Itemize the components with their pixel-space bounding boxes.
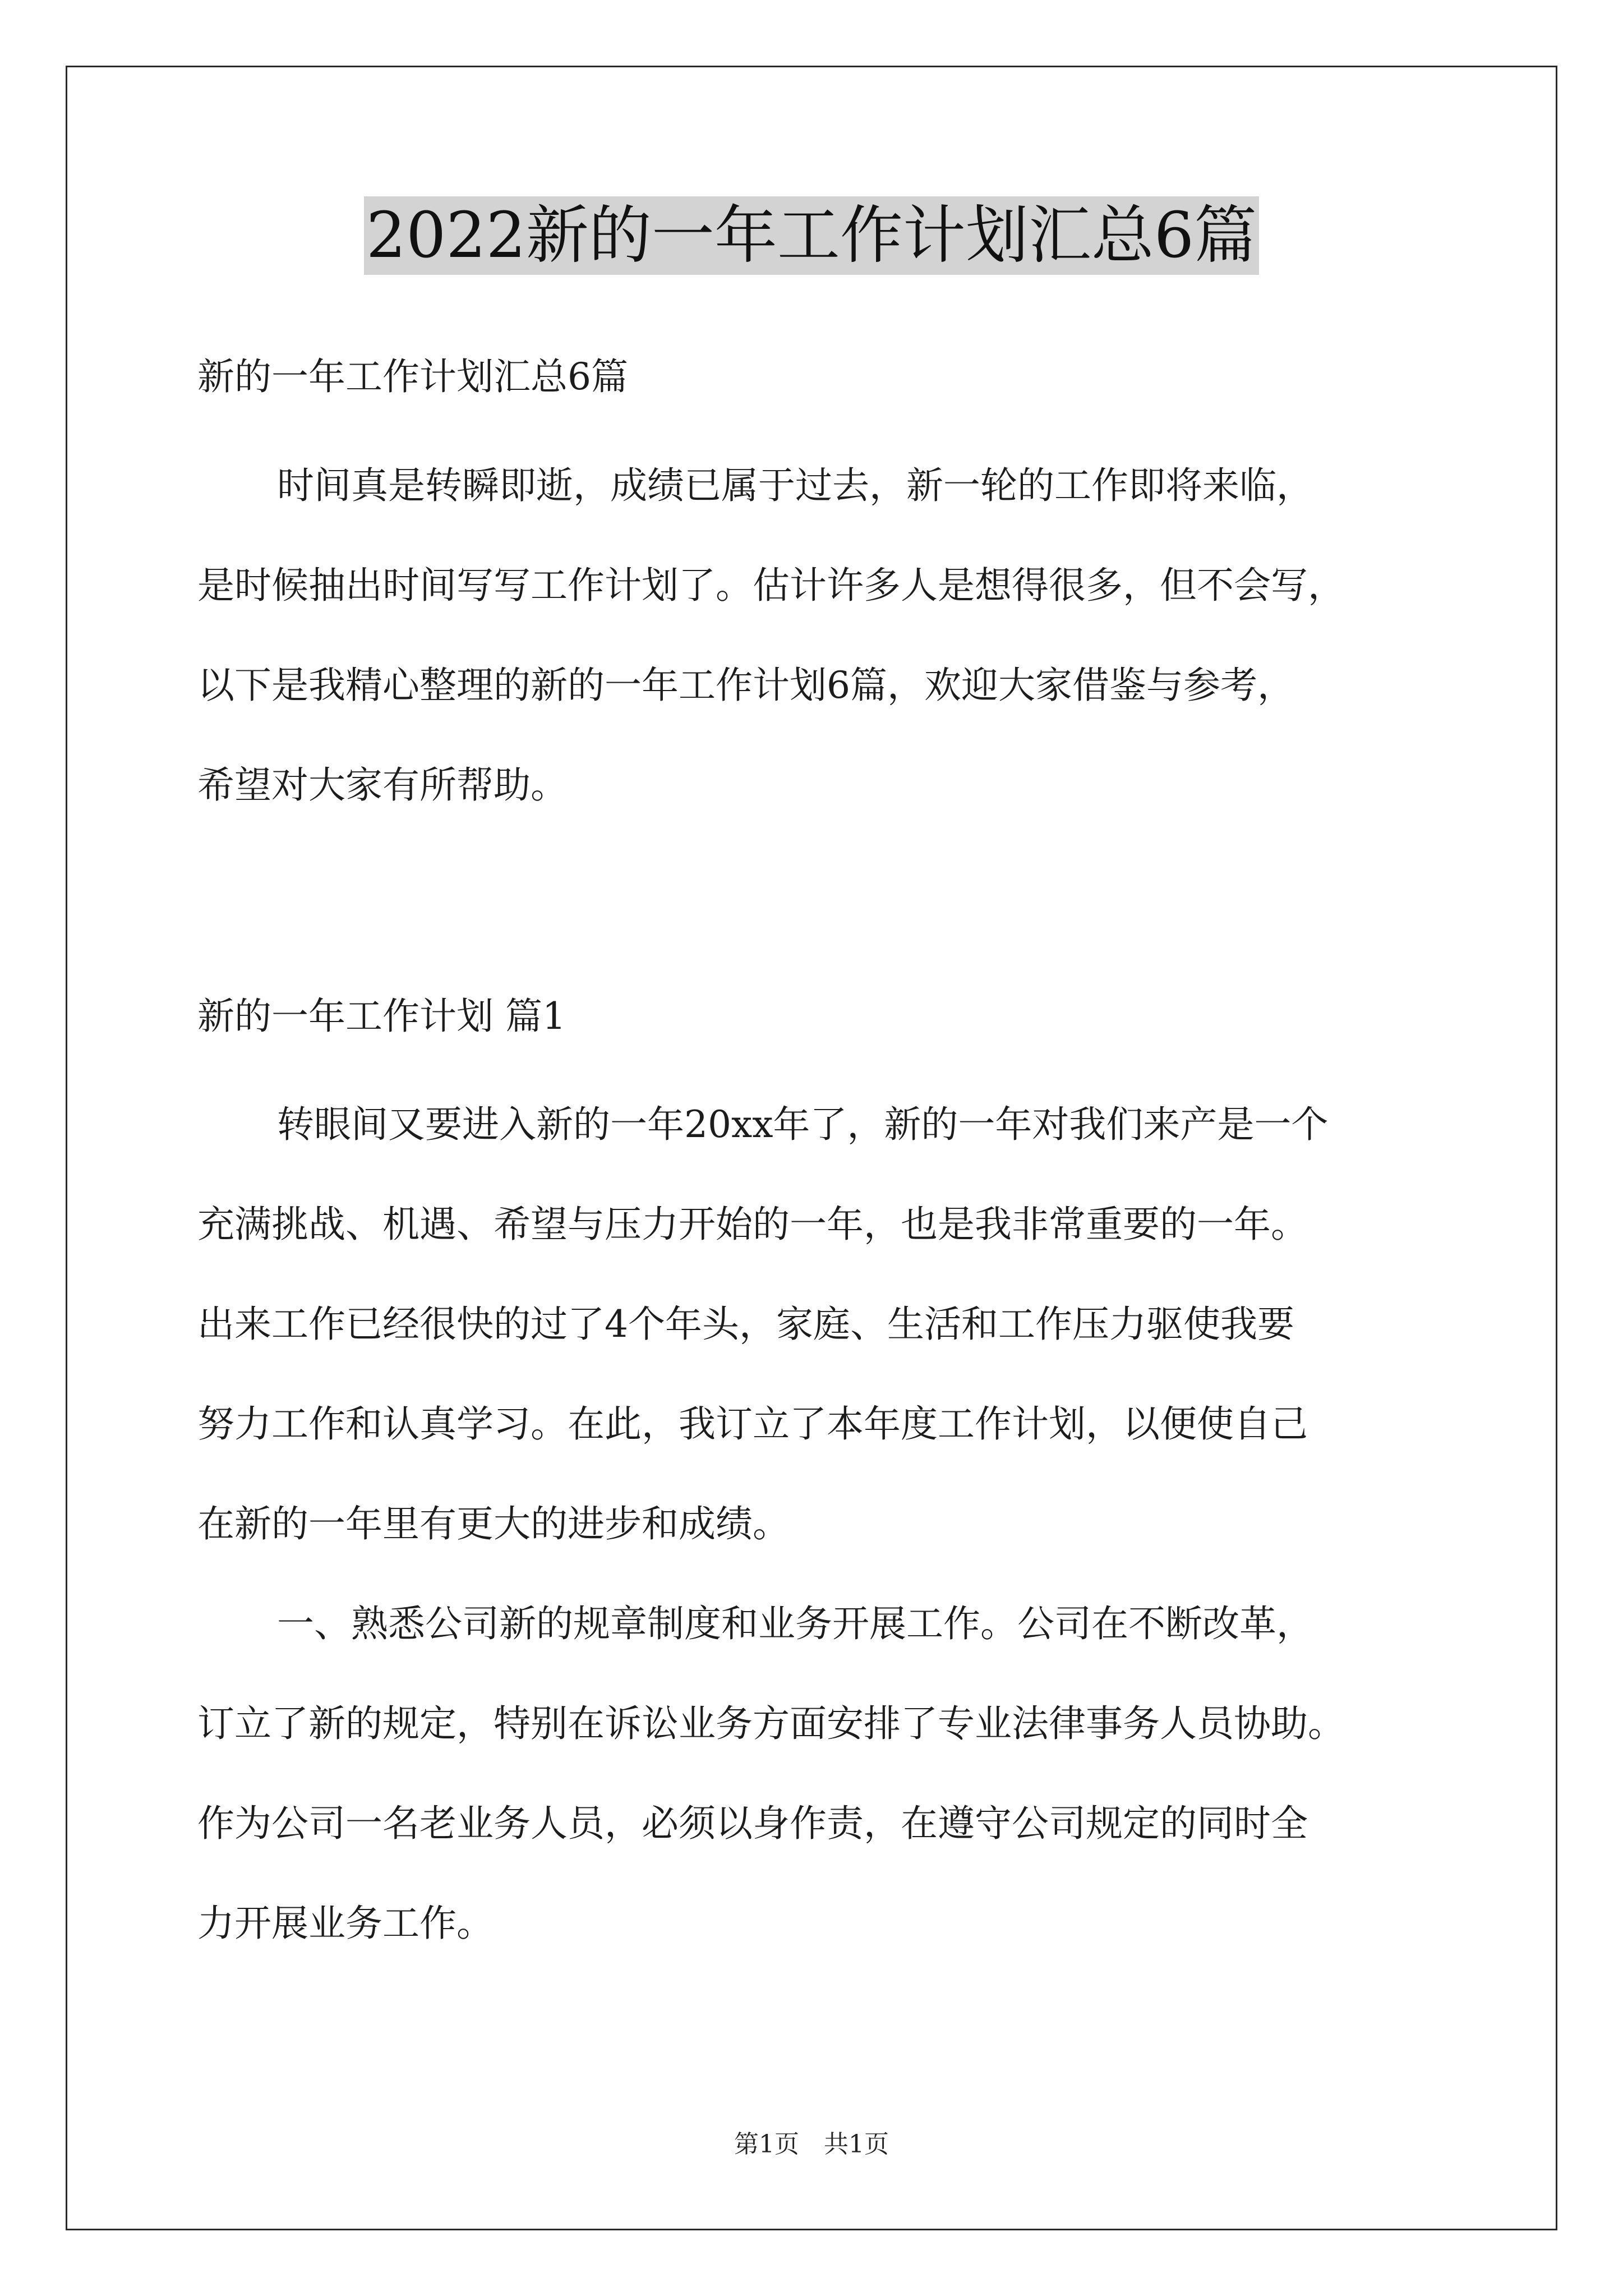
paragraph-line: 努力工作和认真学习。在此，我订立了本年度工作计划，以便使自己 [197, 1402, 1308, 1446]
section-heading: 新的一年工作计划 篇1 [197, 995, 566, 1038]
paragraph-line: 力开展业务工作。 [197, 1902, 494, 1945]
paragraph-line: 转眼间又要进入新的一年20xx年了，新的一年对我们来产是一个 [277, 1103, 1329, 1146]
paragraph-line: 出来工作已经很快的过了4个年头，家庭、生活和工作压力驱使我要 [197, 1303, 1294, 1346]
intro-line: 时间真是转瞬即逝，成绩已属于过去，新一轮的工作即将来临， [277, 464, 1313, 507]
intro-line: 希望对大家有所帮助。 [197, 763, 568, 807]
intro-line: 以下是我精心整理的新的一年工作计划6篇，欢迎大家借鉴与参考， [197, 664, 1294, 707]
title-container [0, 196, 1623, 275]
paragraph-line: 一、熟悉公司新的规章制度和业务开展工作。公司在不断改革， [277, 1602, 1313, 1645]
paragraph-line: 在新的一年里有更大的进步和成绩。 [197, 1502, 790, 1545]
document-title: 2022新的一年工作计划汇总6篇 [364, 196, 1259, 275]
paragraph-line: 订立了新的规定，特别在诉讼业务方面安排了专业法律事务人员协助。 [197, 1702, 1345, 1745]
page-footer: 第1页 共1页 [734, 2130, 889, 2159]
intro-line: 是时候抽出时间写写工作计划了。估计许多人是想得很多，但不会写， [197, 564, 1345, 607]
paragraph-line: 充满挑战、机遇、希望与压力开始的一年，也是我非常重要的一年。 [197, 1203, 1308, 1246]
subtitle: 新的一年工作计划汇总6篇 [197, 355, 628, 398]
paragraph-line: 作为公司一名老业务人员，必须以身作责，在遵守公司规定的同时全 [197, 1802, 1308, 1845]
